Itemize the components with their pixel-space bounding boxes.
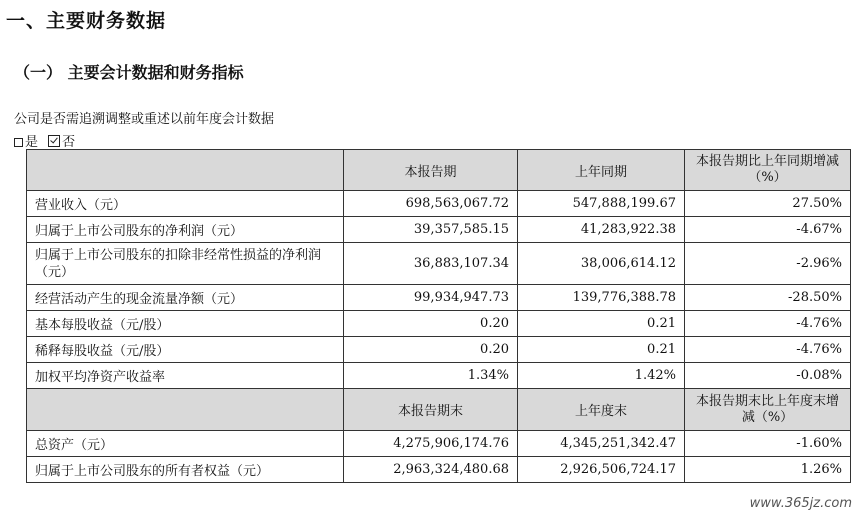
row-label: 归属于上市公司股东的所有者权益（元） bbox=[27, 457, 344, 483]
change-value: -4.76% bbox=[685, 311, 851, 337]
restatement-options bbox=[14, 131, 75, 150]
header-cell: 上年度末 bbox=[518, 389, 685, 431]
change-value: -4.76% bbox=[685, 337, 851, 363]
change-value: -2.96% bbox=[685, 243, 851, 285]
table-header-row bbox=[27, 150, 851, 191]
prior-period-value: 38,006,614.12 bbox=[518, 243, 685, 285]
section-title: 一、主要财务数据 bbox=[6, 10, 167, 32]
header-cell: 上年同期 bbox=[518, 150, 685, 191]
change-value: 27.50% bbox=[685, 191, 851, 217]
current-period-end-value: 2,963,324,480.68 bbox=[344, 457, 518, 483]
table-row bbox=[27, 457, 851, 483]
current-period-end-value: 4,275,906,174.76 bbox=[344, 431, 518, 457]
current-period-value: 99,934,947.73 bbox=[344, 285, 518, 311]
current-period-value: 39,357,585.15 bbox=[344, 217, 518, 243]
current-period-value: 698,563,067.72 bbox=[344, 191, 518, 217]
table-row bbox=[27, 337, 851, 363]
option-no-label: 否 bbox=[62, 135, 76, 150]
current-period-value: 0.20 bbox=[344, 311, 518, 337]
change-value: -4.67% bbox=[685, 217, 851, 243]
table-row bbox=[27, 285, 851, 311]
prior-period-value: 139,776,388.78 bbox=[518, 285, 685, 311]
table-row bbox=[27, 191, 851, 217]
header-cell: 本报告期比上年同期增减（%） bbox=[685, 150, 851, 191]
header-cell: 本报告期末 bbox=[344, 389, 518, 431]
option-yes-label: 是 bbox=[25, 135, 39, 150]
row-label: 稀释每股收益（元/股） bbox=[27, 337, 344, 363]
subsection-title: （一） 主要会计数据和财务指标 bbox=[14, 63, 244, 82]
header-blank-cell bbox=[27, 389, 344, 431]
header-cell: 本报告期 bbox=[344, 150, 518, 191]
current-period-value: 0.20 bbox=[344, 337, 518, 363]
table-row bbox=[27, 217, 851, 243]
table-row bbox=[27, 311, 851, 337]
prior-year-end-value: 2,926,506,724.17 bbox=[518, 457, 685, 483]
row-label: 基本每股收益（元/股） bbox=[27, 311, 344, 337]
row-label: 归属于上市公司股东的净利润（元） bbox=[27, 217, 344, 243]
prior-period-value: 1.42% bbox=[518, 363, 685, 389]
row-label: 经营活动产生的现金流量净额（元） bbox=[27, 285, 344, 311]
header-cell: 本报告期末比上年度末增减（%） bbox=[685, 389, 851, 431]
watermark: www.365jz.com bbox=[749, 496, 852, 511]
prior-period-value: 41,283,922.38 bbox=[518, 217, 685, 243]
prior-year-end-value: 4,345,251,342.47 bbox=[518, 431, 685, 457]
table-row bbox=[27, 243, 851, 285]
table-header-row bbox=[27, 389, 851, 431]
row-label: 归属于上市公司股东的扣除非经常性损益的净利润（元） bbox=[27, 243, 344, 285]
row-label: 加权平均净资产收益率 bbox=[27, 363, 344, 389]
header-blank-cell bbox=[27, 150, 344, 191]
change-value: -0.08% bbox=[685, 363, 851, 389]
checked-box-icon bbox=[48, 135, 60, 147]
current-period-value: 36,883,107.34 bbox=[344, 243, 518, 285]
prior-period-value: 547,888,199.67 bbox=[518, 191, 685, 217]
restatement-question: 公司是否需追溯调整或重述以前年度会计数据 bbox=[14, 112, 275, 127]
unchecked-box-icon bbox=[14, 138, 23, 147]
table-row bbox=[27, 363, 851, 389]
change-value: 1.26% bbox=[685, 457, 851, 483]
prior-period-value: 0.21 bbox=[518, 311, 685, 337]
change-value: -28.50% bbox=[685, 285, 851, 311]
current-period-value: 1.34% bbox=[344, 363, 518, 389]
prior-period-value: 0.21 bbox=[518, 337, 685, 363]
table-row bbox=[27, 431, 851, 457]
change-value: -1.60% bbox=[685, 431, 851, 457]
financial-data-table bbox=[26, 149, 851, 483]
row-label: 总资产（元） bbox=[27, 431, 344, 457]
row-label: 营业收入（元） bbox=[27, 191, 344, 217]
